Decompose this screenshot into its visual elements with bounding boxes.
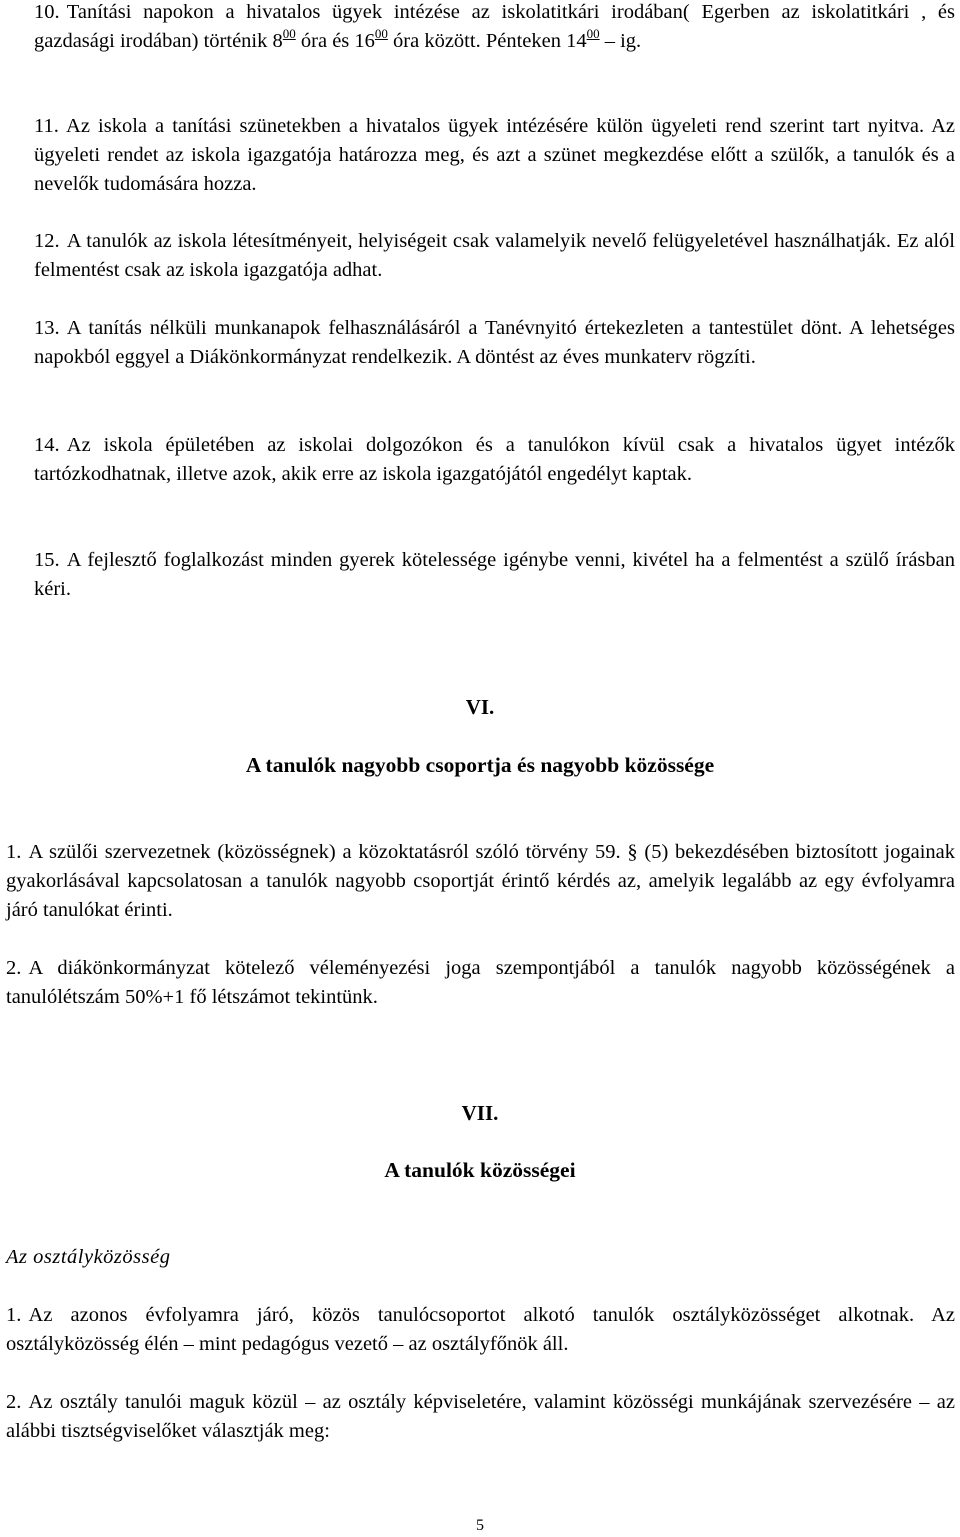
- paragraph-number: 2.: [6, 957, 22, 979]
- paragraph-number: 2.: [6, 1391, 22, 1413]
- superscript: 00: [586, 26, 600, 41]
- section-number-vi: VI.: [465, 695, 495, 719]
- paragraph-text: – ig.: [604, 30, 642, 52]
- paragraph-11: [34, 112, 955, 199]
- section-vi-paragraph-2: [6, 954, 955, 1012]
- paragraph-text: Az iskola a tanítási szünetekben a hivatalos ügyek intézésére külön ügyeleti rend szerint tart nyitva. Az ügyeleti rendet az iskola igazgatója határozza meg, és azt a szünet megkezdése előtt a szülők, a tanulók és a nevelők tudomására hozza.: [34, 115, 955, 195]
- section-vii-paragraph-2: [6, 1388, 955, 1446]
- paragraph-number: 14.: [34, 434, 60, 456]
- paragraph-text: Az osztály tanulói maguk közül – az osztály képviseletére, valamint közösségi munkájának szervezésére – az alábbi tisztségviselőket választják meg:: [6, 1391, 955, 1442]
- paragraph-number: 10.: [34, 1, 60, 23]
- paragraph-number: 12.: [34, 230, 60, 252]
- superscript: 00: [282, 26, 296, 41]
- section-vi-paragraph-1: [6, 838, 955, 925]
- section-number-vii: VII.: [461, 1101, 499, 1125]
- paragraph-number: 1.: [6, 841, 22, 863]
- paragraph-text: A tanítás nélküli munkanapok felhasználásáról a Tanévnyitó értekezleten a tantestület dönt. A lehetséges napokból eggyel a Diákönkormányzat rendelkezik. A döntést az éves munkaterv rögzíti.: [34, 317, 955, 368]
- section-vii-paragraph-1: [6, 1301, 955, 1359]
- paragraph-text: óra és 16: [300, 30, 375, 52]
- paragraph-number: 13.: [34, 317, 60, 339]
- paragraph-12: [34, 227, 955, 285]
- section-title-vii: A tanulók közösségei: [384, 1158, 576, 1182]
- paragraph-text: Az iskola épületében az iskolai dolgozókon és a tanulókon kívül csak a hivatalos ügyet intézők tartózkodhatnak, illetve azok, akik erre az iskola igazgatójától engedélyt kaptak.: [34, 434, 955, 485]
- paragraph-text: Az azonos évfolyamra járó, közös tanulócsoportot alkotó tanulók osztályközösséget alkotnak. Az osztályközösség élén – mint pedagógus vezető – az osztályfőnök áll.: [6, 1304, 955, 1355]
- paragraph-text: Tanítási napokon a hivatalos ügyek intézése az iskolatitkári irodában( Egerben az iskolatitkári , és gazdasági irodában) történik 8: [34, 1, 955, 52]
- paragraph-number: 15.: [34, 549, 60, 571]
- paragraph-15: [34, 546, 955, 604]
- section-title-vi: A tanulók nagyobb csoportja és nagyobb közössége: [245, 753, 715, 777]
- paragraph-number: 1.: [6, 1304, 22, 1326]
- paragraph-number: 11.: [34, 115, 59, 137]
- paragraph-text: A fejlesztő foglalkozást minden gyerek kötelessége igénybe venni, kivétel ha a felmentést a szülő írásban kéri.: [34, 549, 955, 600]
- paragraph-text: A tanulók az iskola létesítményeit, helyiségeit csak valamelyik nevelő felügyeletével használhatják. Ez alól felmentést csak az iskola igazgatója adhat.: [34, 230, 955, 281]
- paragraph-10: [34, 0, 955, 56]
- paragraph-text: óra között. Pénteken 14: [393, 30, 587, 52]
- paragraph-text: A diákönkormányzat kötelező véleményezési joga szempontjából a tanulók nagyobb közösségének a tanulólétszám 50%+1 fő létszámot tekintünk.: [6, 957, 955, 1008]
- paragraph-text: A szülői szervezetnek (közösségnek) a közoktatásról szóló törvény 59. § (5) bekezdésében biztosított jogainak gyakorlásával kapcsolatosan a tanulók nagyobb csoportját érintő kérdés az, amelyik legalább az egy évfolyamra járó tanulókat érinti.: [6, 841, 955, 921]
- paragraph-14: [34, 431, 955, 489]
- paragraph-13: [34, 314, 955, 372]
- subheading-osztalykozosseg: Az osztályközösség: [6, 1246, 171, 1268]
- superscript: 00: [374, 26, 388, 41]
- page-number: 5: [476, 1517, 484, 1534]
